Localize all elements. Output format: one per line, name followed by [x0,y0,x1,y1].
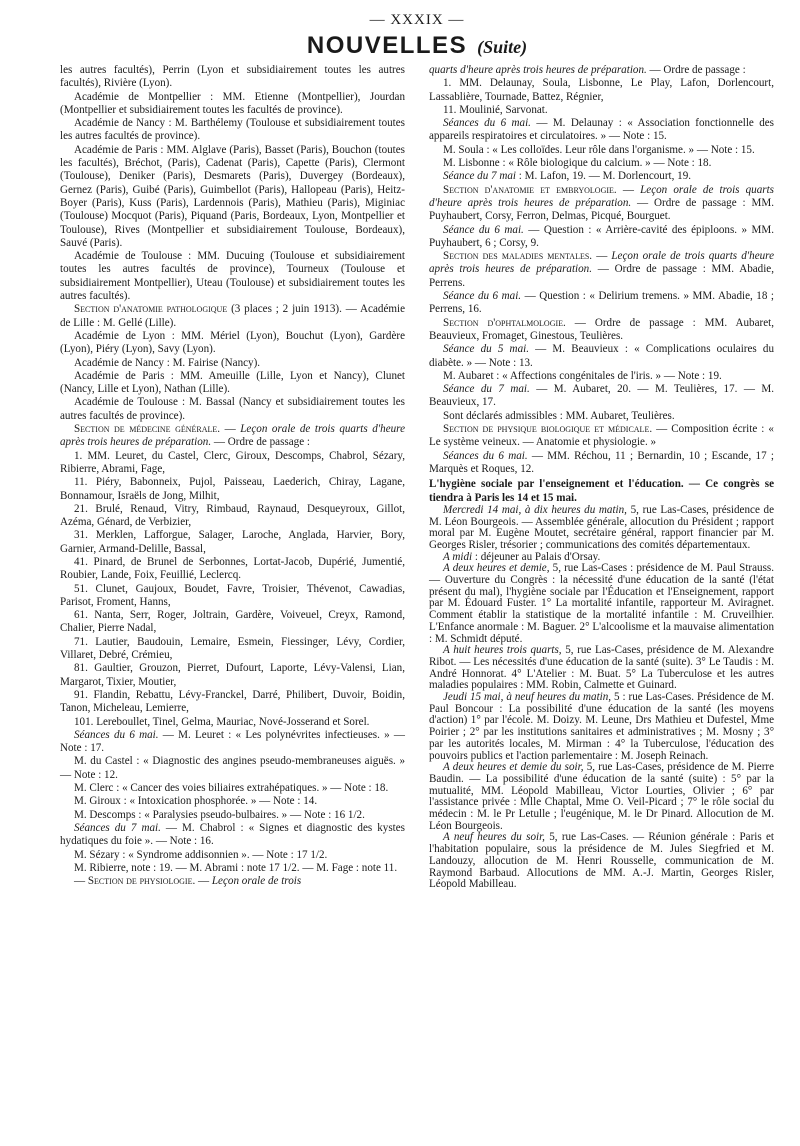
paragraph [60,583,405,610]
text-run: M. Giroux : « Intoxication phosphorée. » — Note : 14. [74,795,318,808]
text-run: Académie de Paris : MM. Alglave (Paris), Basset (Paris), Bouchon (toutes les facultés), Bréchot, (Paris), Cadenat (Paris), Capette (Paris), Clermont (Toulouse), Deniker (Paris), Desmarets (Paris), Duvergey (Bordeaux), Gernez (Paris), Guibé (Paris), Guimbellot (Paris), Hallopeau (Paris), Heitz-Boyer (Paris), Kuss (Paris), Lardennois (Paris), Mathieu (Paris), Miginiac (Toulouse) Mocquot (Paris), Piquand (Paris, Bordeaux, Lyon, Montpellier et Toulouse), Rives (Montpellier et subsidiairement Toulouse, Bordeaux), Sauvé (Paris). [60,143,405,249]
paragraph [60,117,405,144]
paragraph [429,383,774,410]
paragraph [429,505,774,552]
paragraph [429,157,774,170]
paragraph [60,689,405,716]
text-run: — M. Leuret : « Les polynévrites infectieuses. » — Note : 17. [60,728,405,755]
paragraph [60,476,405,503]
text-run: — Ordre de passage : [211,436,310,449]
text-run: Académie de Nancy : M. Fairise (Nancy). [74,356,261,369]
paragraph [429,290,774,317]
text-run: M. Ribierre, note : 19. — M. Abrami : note 17 1/2. — M. Fage : note 11. [74,861,398,874]
text-run: — Question : « Delirium tremens. » MM. Abadie, 18 ; Perrens, 16. [429,290,775,316]
paragraph [429,224,774,251]
paragraph [429,117,774,144]
italic-text: Leçon orale de trois quarts d'heure après trois heures de préparation. [60,423,405,449]
paragraph [429,77,774,104]
italic-text: Séance du 5 mai. [443,343,529,356]
text-run: Académie de Montpellier : MM. Etienne (Montpellier), Jourdan (Montpellier et subsidiairement toutes les facultés de province). [60,90,405,116]
text-run: M. Aubaret : « Affections congénitales de l'iris. » — Note : 19. [443,369,722,382]
text-run: 5, rue Las-Cases : présidence de M. Paul Strauss. — Ouverture du Congrès : la nécessité d'une éducation de la santé (l'état présent du mal), l'hygiène sociale par l'Éducation et l'Enseignement, rapport par M. Édouard Fuster. 1° La mortalité infantile, rapporteur M. Aviragnet. Comment établir la statistique de la mortalité infantile : M. Cruveilhier. L'Enfance anormale : M. Baguer. 2° L'alcoolisme et la mauvaise alimentation : M. Schmidt député. [429,562,775,645]
section-label: Section d'ophtalmologie. [443,316,566,329]
italic-text: Séance du 6 mai. [443,290,522,303]
text-run: — Ordre de passage : [646,64,746,76]
text-run: M. du Castel : « Diagnostic des angines pseudo-membraneuses aiguës. » — Note : 12. [60,755,405,781]
text-run: Académie de Lyon : MM. Mériel (Lyon), Bouchut (Lyon), Gardère (Lyon), Piéry (Lyon), Savy (Lyon). [60,329,405,356]
paragraph [60,795,405,808]
text-run: : déjeuner au Palais d'Orsay. [472,550,601,563]
news-heading [429,478,774,505]
paragraph [429,450,774,477]
text-run: 61. Nanta, Serr, Roger, Joltrain, Gardère, Voiveuel, Creyx, Ramond, Chalier, Pierre Nadal, [60,609,405,635]
italic-text: A deux heures et demie, [443,562,550,575]
page-title [60,32,774,60]
paragraph [60,357,405,370]
italic-text: Séance du 7 mai [443,170,517,183]
text-run: Académie de Toulouse : M. Bassal (Nancy et subsidiairement toutes les autres facultés de province). [60,396,405,422]
italic-text: Jeudi 15 mai, à neuf heures du matin, [443,691,612,704]
text-run: — [74,875,88,888]
text-run: M. Descomps : « Paralysies pseudo-bulbaires. » — Note : 16 1/2. [74,808,365,821]
paragraph [429,104,774,117]
text-run: — Ordre de passage : MM. Aubaret, Beauvieux, Fromaget, Ginestous, Teulières. [429,316,774,342]
text-run: : M. Lafon, 19. — M. Dorlencourt, 19. [516,170,692,183]
text-run: — Composition écrite : « Le système veineux. — Anatomie et physiologie. » [429,423,774,449]
text-run: — Ordre de passage : MM. Puyhaubert, Corsy, Ferron, Delmas, Picqué, Bourguet. [429,196,774,223]
paragraph [429,64,774,77]
text-run: Académie de Toulouse : MM. Ducuing (Toulouse et subsidiairement toutes les autres facultés de province), Tourneux (Toulouse et subsidiairement Montpellier), Uteau (Toulouse) et subsidiairement toutes les autres facultés). [60,250,405,303]
paragraph [429,645,774,692]
text-run: 5, rue Las-Cases, présidence de M. Léon Bourgeois. — Assemblée générale, allocution du Président ; rapport moral par M. Eugène Moutet, secrétaire général, rapport financier par M. Georges Risler, trésorier ; communications des comités départementaux. [429,503,775,551]
paragraph [429,692,774,762]
paragraph [429,184,774,224]
paragraph [60,662,405,689]
text-run: — Question : « Arrière-cavité des épiploons. » MM. Puyhaubert, 6 ; Corsy, 9. [429,223,774,249]
section-label: Section d'anatomie et embryologie. [443,183,617,196]
text-run: M. Sézary : « Syndrome addisonnien ». — Note : 17 1/2. [74,848,328,861]
paragraph [60,862,405,875]
paragraph [429,762,774,832]
text-run: Académie de Nancy : M. Barthélemy (Toulouse et subsidiairement toutes les autres facultés de province). [60,117,405,143]
text-run: Académie de Paris : MM. Ameuille (Lille, Lyon et Nancy), Clunet (Nancy, Lille et Lyon), Nathan (Lille). [60,369,405,396]
text-run: — [195,875,212,888]
paragraph [60,849,405,862]
text-run: — M. Delaunay : « Association fonctionnelle des appareils respiratoires et circulatoires. » — Note : 15. [429,117,775,143]
paragraph [60,450,405,477]
paragraph [60,875,405,888]
text-run: — M. Chabrol : « Signes et diagnostic des kystes hydatiques du foie ». — Note : 16. [60,821,405,848]
text-run: 71. Lautier, Baudouin, Lemaire, Esmein, Fiessinger, Lévy, Cordier, Villaret, Debré, Crémieu, [60,635,405,662]
paragraph [60,370,405,397]
text-columns [60,64,774,891]
text-run: — [592,250,612,263]
text-run: — M. Beauvieux : « Complications oculaires du diabète. » — Note : 13. [429,343,774,369]
paragraph [429,832,774,891]
text-run: — M. Aubaret, 20. — M. Teulières, 17. — M. Beauvieux, 17. [429,383,775,409]
section-label: Section de physiologie. [87,875,196,888]
paragraph [60,144,405,250]
paragraph [429,563,774,645]
section-label: Section des maladies mentales. [443,250,593,263]
paragraph [60,423,405,450]
italic-text: A deux heures et demie du soir, [443,761,584,774]
paragraph [429,343,774,370]
text-run: 11. Moulinié, Sarvonat. [443,103,548,116]
bold-heading: L'hygiène sociale par l'enseignement et l'éducation. [429,478,684,491]
paragraph [60,529,405,556]
italic-text: Séance du 6 mai. [443,223,524,236]
left-column [60,64,405,891]
italic-text: Leçon orale de trois quarts d'heure après trois heures de préparation. [429,250,774,276]
section-label: Section de médecine générale. [74,423,221,436]
text-run: 101. Lereboullet, Tinel, Gelma, Mauriac, Nové-Josserand et Sorel. [74,715,370,728]
italic-text: Séances du 6 mai. [443,449,528,462]
text-run: 5 : rue Las-Cases. Présidence de M. Paul Boncour : La possibilité d'une éducation de la santé (les moyens d'action) 1° par l'école. M. Doizy. M. Leune, Drs Mathieu et Dufestel, Mme Poirier ; 2° par les institutions sanitaires et administratives ; M. Mosny ; 3° par les autorités locales, M. Mirman : 4° la Tuberculose, l'éducation des pouvoirs publics et l'action parlementaire : M. Joseph Reinach. [429,691,774,762]
text-run: — MM. Réchou, 11 ; Bernardin, 10 ; Escande, 17 ; Marquès et Roques, 12. [429,449,774,475]
paragraph [429,144,774,157]
paragraph [429,250,774,290]
section-title: NOUVELLES [306,32,468,59]
text-run: M. Soula : « Les colloïdes. Leur rôle dans l'organisme. » — Note : 15. [443,143,755,156]
italic-text: Leçon orale de trois [211,875,302,888]
text-run: M. Lisbonne : « Rôle biologique du calcium. » — Note : 18. [443,157,712,170]
text-run: 5, rue Las-Cases. — Réunion générale : Paris et l'habitation populaire, sous la présidence de M. Jules Siegfried et M. Landouzy, allocution de M. Henri Rousselle, communication de M. Raymond Barbaud. Allocutions de MM. A.-J. Martin, Georges Risler, Léopold Mabilleau. [429,831,774,891]
italic-text: A midi [443,550,473,563]
italic-text: A neuf heures du soir, [443,831,545,844]
text-run: — [616,183,641,196]
paragraph [60,729,405,756]
paragraph [60,396,405,423]
section-subtitle: (Suite) [477,37,528,57]
text-run: 21. Brulé, Renaud, Vitry, Rimbaud, Raynaud, Desqueyroux, Gillot, Azéma, Génard, de Verbizier, [60,502,405,529]
italic-text: Séances du 6 mai. [443,117,531,130]
text-run: — Ordre de passage : MM. Abadie, Perrens. [429,263,774,289]
text-run: 11. Piéry, Babonneix, Pujol, Paisseau, Laederich, Chiray, Lagane, Bonnamour, Israëls de Jong, Milhit, [60,476,405,502]
text-run: 1. MM. Delaunay, Soula, Lisbonne, Le Play, Lafon, Dorlencourt, Lassablière, Tournade, Battez, Régnier, [429,77,774,103]
text-run: M. Clerc : « Cancer des voies biliaires extrahépatiques. » — Note : 18. [74,782,389,795]
paragraph [60,636,405,663]
text-run: 81. Gaultier, Grouzon, Pierret, Dufourt, Laporte, Lévy-Valensi, Lian, Margarot, Tixier, Moutier, [60,662,405,688]
paragraph [429,317,774,344]
italic-text: Séance du 7 mai. [443,383,530,396]
text-run: 91. Flandin, Rebattu, Lévy-Franckel, Darré, Philibert, Duvoir, Boidin, Tanon, Micheleau, Lemierre, [60,688,405,715]
paragraph [60,503,405,530]
section-label: Section de physique biologique et médicale. [443,423,653,436]
text-run: les autres facultés), Perrin (Lyon et subsidiairement toutes les autres facultés), Rivière (Lyon). [60,64,405,90]
right-column [429,64,774,891]
italic-text: Leçon orale de trois quarts d'heure après trois heures de préparation. [429,183,774,209]
paragraph [60,609,405,636]
text-run: 31. Merklen, Lafforgue, Salager, Laroche, Anglada, Harvier, Bory, Garnier, Armand-Delille, Bassal, [60,529,405,555]
paragraph [60,822,405,849]
paragraph [60,330,405,357]
paragraph [60,64,405,91]
paragraph [60,755,405,782]
text-run: 5, rue Las-Cases, présidence de M. Alexandre Ribot. — Les nécessités d'une éducation de la santé (suite). 3° Le Taudis : M. André Honnorat. 4° L'Atelier : M. Buat. 5° La Tuberculose et les autres maladies populaires : MM. Robin, Calmette et Guinard. [429,644,774,692]
text-run: 51. Clunet, Gaujoux, Boudet, Favre, Troisier, Thévenot, Cawadias, Parisot, Froment, Hanns, [60,582,405,608]
text-run: — [220,423,241,436]
text-run: 41. Pinard, de Brunel de Serbonnes, Lortat-Jacob, Dupérié, Jumentié, Roubier, Lande, Foix, Feuillié, Leclercq. [60,555,405,582]
paragraph [429,370,774,383]
text-run: (3 places ; 2 juin 1913). — Académie de Lille : M. Gellé (Lille). [60,303,406,329]
paragraph [429,410,774,423]
paragraph [60,782,405,795]
paragraph [60,303,405,330]
paragraph [60,556,405,583]
paragraph [60,809,405,822]
text-run: Sont déclarés admissibles : MM. Aubaret, Teulières. [443,409,675,422]
section-label: Section d'anatomie pathologique [74,303,228,316]
page-number: — XXXIX — [369,12,465,28]
italic-text: quarts d'heure après trois heures de préparation. [429,64,647,76]
paragraph [60,250,405,303]
italic-text: Séances du 7 mai. [74,821,161,834]
italic-text: Séances du 6 mai. [74,728,159,741]
text-run: 5, rue Las-Cases, présidence de M. Pierre Baudin. — La possibilité d'une éducation de la santé (suite) : 5° par la mutualité, MM. Léopold Mabilleau, Victor Lourties, Olivier ; 6° par l'assistance privée : Mlle Chaptal, Mme O. Veil-Picard ; 7° le rôle social du médecin : M. le Pr Letulle ; l'eugénique, M. le Dr Pinard. Allocution de M. Léon Bourgeois. [429,761,775,832]
paragraph [60,716,405,729]
italic-text: A huit heures trois quarts, [443,644,562,657]
paragraph [429,170,774,183]
paragraph [429,423,774,450]
text-run: — Ce congrès se tiendra à Paris les 14 et 15 mai. [429,478,774,504]
italic-text: Mercredi 14 mai, à dix heures du matin, [443,503,627,516]
text-run: 1. MM. Leuret, du Castel, Clerc, Giroux, Descomps, Chabrol, Sézary, Ribierre, Abrami, Fage, [60,449,405,475]
paragraph [60,91,405,118]
